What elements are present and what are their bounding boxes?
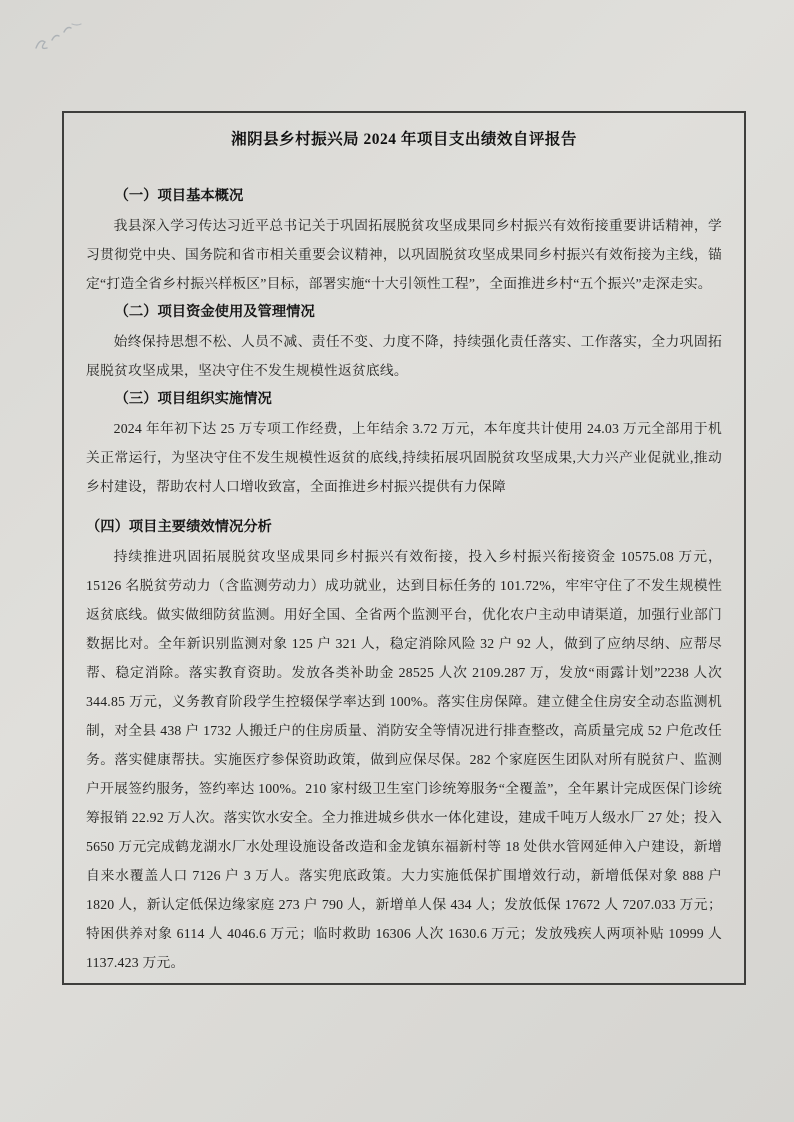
section-performance-analysis <box>86 513 722 977</box>
section-basic-overview <box>86 182 722 298</box>
section-implementation <box>86 385 722 501</box>
section-body-1: 我县深入学习传达习近平总书记关于巩固拓展脱贫攻坚成果同乡村振兴有效衔接重要讲话精神，学习贯彻党中央、国务院和省市相关重要会议精神，以巩固脱贫攻坚成果同乡村振兴有效衔接为主线，锚定“打造全省乡村振兴样板区”目标，部署实施“十大引领性工程”，全面推进乡村“五个振兴”走深走实。 <box>86 218 722 291</box>
section-funds-management <box>86 298 722 385</box>
section-heading-3: （三）项目组织实施情况 <box>114 391 272 407</box>
section-body-3: 2024 年年初下达 25 万专项工作经费，上年结余 3.72 万元，本年度共计使用 24.03 万元全部用于机关正常运行，为坚决守住不发生规模性返贫的底线,持续拓展巩固脱贫攻坚成果,大力兴产业促就业,推动乡村建设，帮助农村人口增收致富，全面推进乡村振兴提供有力保障 <box>86 421 722 494</box>
section-heading-4: （四）项目主要绩效情况分析 <box>86 519 272 535</box>
handwritten-mark <box>28 18 88 66</box>
section-body-2: 始终保持思想不松、人员不减、责任不变、力度不降，持续强化责任落实、工作落实，全力巩固拓展脱贫攻坚成果，坚决守住不发生规模性返贫底线。 <box>86 334 722 378</box>
document-border-box <box>62 111 746 985</box>
section-body-4: 持续推进巩固拓展脱贫攻坚成果同乡村振兴有效衔接，投入乡村振兴衔接资金 10575.08 万元，15126 名脱贫劳动力（含监测劳动力）成功就业，达到目标任务的 101.72%，牢牢守住了不发生规模性返贫底线。做实做细防贫监测。用好全国、全省两个监测平台，优化农户主动申请渠道，加强行业部门数据比对。全年新识别监测对象 125 户 321 人，稳定消除风险 32 户 92 人，做到了应纳尽纳、应帮尽帮、稳定消除。落实教育资助。发放各类补助金 28525 人次 2109.287 万，发放“雨露计划”2238 人次 344.85 万元，义务教育阶段学生控辍保学率达到 100%。落实住房保障。建立健全住房安全动态监测机制，对全县 438 户 1732 人搬迁户的住房质量、消防安全等情况进行排查整改，高质量完成 52 户危改任务。落实健康帮扶。实施医疗参保资助政策，做到应保尽保。282 个家庭医生团队对所有脱贫户、监测户开展签约服务，签约率达 100%。210 家村级卫生室门诊统筹服务“全覆盖”，全年累计完成医保门诊统筹报销 22.92 万人次。落实饮水安全。全力推进城乡供水一体化建设，建成千吨万人级水厂 27 处；投入 5650 万元完成鹤龙湖水厂水处理设施设备改造和金龙镇东福新村等 18 处供水管网延伸入户建设，新增自来水覆盖人口 7126 户 3 万人。落实兜底政策。大力实施低保扩围增效行动，新增低保对象 888 户 1820 人，新认定低保边缘家庭 273 户 790 人，新增单人保 434 人；发放低保 17672 人 7207.033 万元；特困供养对象 6114 人 4046.6 万元；临时救助 16306 人次 1630.6 万元；发放残疾人两项补贴 10999 人 1137.423 万元。 <box>86 549 722 970</box>
section-heading-1: （一）项目基本概况 <box>114 188 244 204</box>
section-heading-2: （二）项目资金使用及管理情况 <box>114 304 315 320</box>
document-title: 湘阴县乡村振兴局 2024 年项目支出绩效自评报告 <box>231 131 577 148</box>
